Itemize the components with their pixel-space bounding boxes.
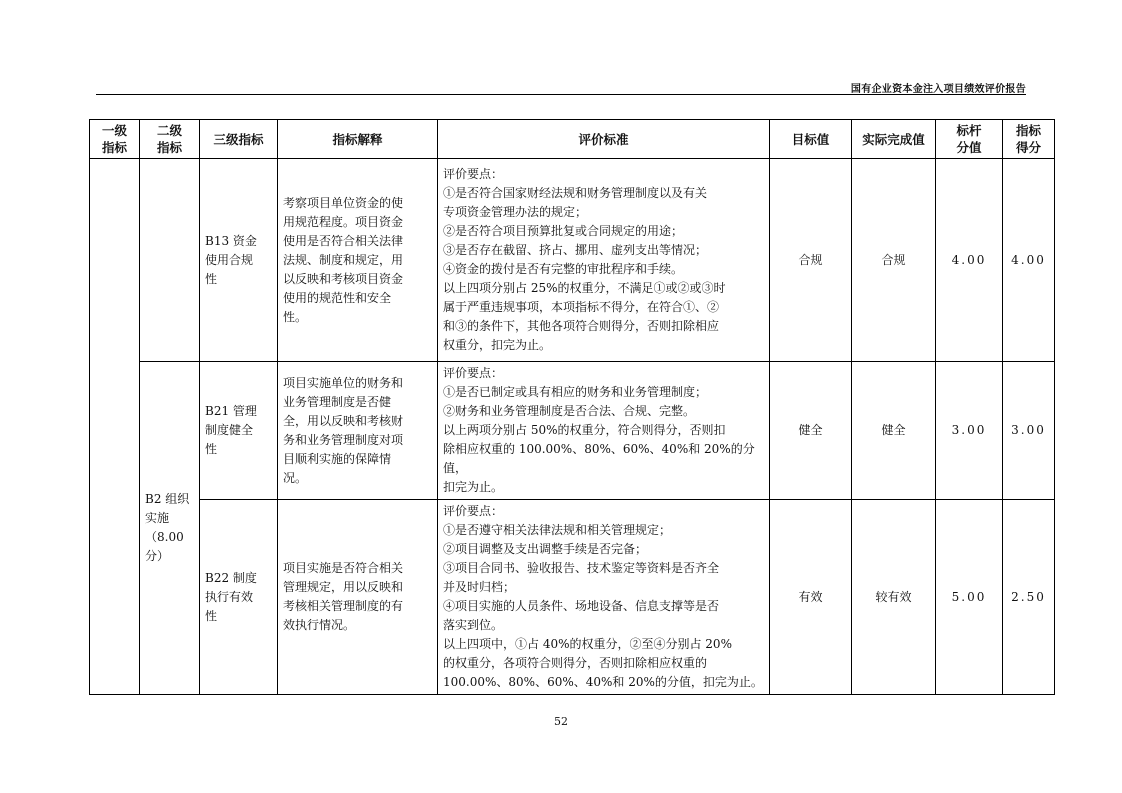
criteria-line: 评价要点： [443, 504, 504, 518]
col-header-target: 目标值 [770, 120, 852, 159]
criteria-line: ①是否符合国家财经法规和财务管理制度以及有关 [443, 186, 708, 200]
cell-text-line: 使用的规范性和安全 [283, 290, 392, 305]
criteria-cell [438, 362, 770, 500]
page-number: 52 [554, 715, 568, 728]
table-header-row [90, 120, 1055, 159]
level2-cell-b2 [140, 362, 200, 695]
cell-text-line: 况。 [283, 470, 308, 485]
actual-value-cell: 较有效 [852, 500, 936, 695]
target-value-cell: 合规 [770, 159, 852, 362]
cell-text-line: 业务管理制度是否健 [283, 394, 392, 409]
cell-text-line: 考核相关管理制度的有 [283, 599, 404, 613]
cell-text-line: B22 制度 [205, 570, 257, 585]
criteria-line: ④项目实施的人员条件、场地设备、信息支撑等是否 [443, 599, 720, 613]
criteria-line: 除相应权重的 100.00%、80%、60%、40%和 20%的分值， [443, 442, 755, 475]
cell-text-line: B21 管理 [205, 404, 257, 418]
cell-text-line: 分） [145, 549, 170, 563]
cell-text-line: B13 资金 [205, 233, 257, 248]
cell-text-line: 分值 [956, 140, 982, 155]
explanation-cell [278, 500, 438, 695]
col-header-explanation: 指标解释 [278, 120, 438, 159]
cell-text-line: 项目实施单位的财务和 [283, 375, 404, 390]
cell-text-line: 务和业务管理制度对项 [283, 432, 404, 447]
cell-text-line: 法规、制度和规定，用 [283, 252, 404, 267]
criteria-line: 以上四项中，①占 40%的权重分，②至④分别占 20% [443, 637, 732, 651]
table-row [90, 159, 1055, 362]
cell-text-line: 效执行情况。 [283, 618, 356, 632]
cell-text-line: 考察项目单位资金的使 [283, 195, 404, 210]
criteria-line: ②是否符合项目预算批复或合同规定的用途； [443, 224, 684, 238]
cell-text-line: 制度健全 [205, 423, 254, 437]
actual-value-cell: 健全 [852, 362, 936, 500]
evaluation-table [89, 119, 1055, 695]
cell-text-line: 二级 [156, 123, 182, 138]
criteria-cell [438, 159, 770, 362]
earned-score-cell: 2.50 [1003, 500, 1055, 695]
earned-score-cell: 4.00 [1003, 159, 1055, 362]
criteria-line: ①是否遵守相关法律法规和相关管理规定； [443, 523, 672, 537]
level2-cell-empty [140, 159, 200, 362]
cell-text-line: 目顺利实施的保障情 [283, 451, 392, 466]
cell-text-line: 一级 [101, 123, 127, 138]
criteria-line: ③是否存在截留、挤占、挪用、虚列支出等情况； [443, 243, 708, 257]
cell-text-line: 使用合规 [205, 252, 254, 267]
criteria-line: ②项目调整及支出调整手续是否完备； [443, 542, 648, 556]
col-header-actual: 实际完成值 [852, 120, 936, 159]
cell-text-line: 性 [205, 442, 218, 456]
col-header-level1 [90, 120, 140, 159]
criteria-line: 专项资金管理办法的规定； [443, 205, 588, 219]
criteria-line: 并及时归档； [443, 580, 516, 594]
criteria-line: ④资金的拨付是否有完整的审批程序和手续。 [443, 262, 684, 276]
criteria-line: 和③的条件下，其他各项符合则得分，否则扣除相应 [443, 319, 720, 333]
criteria-line: 落实到位。 [443, 618, 504, 632]
table-row [90, 362, 1055, 500]
actual-value-cell: 合规 [852, 159, 936, 362]
criteria-line: 评价要点： [443, 167, 504, 181]
table-row [90, 500, 1055, 695]
cell-text-line: 指标 [1015, 123, 1041, 138]
col-header-level3: 三级指标 [200, 120, 278, 159]
cell-text-line: 执行有效 [205, 589, 254, 604]
cell-text-line: 使用是否符合相关法律 [283, 233, 404, 248]
benchmark-score-cell: 4.00 [936, 159, 1003, 362]
cell-text-line: 用规范程度。项目资金 [283, 214, 404, 229]
cell-text-line: 性 [205, 608, 218, 623]
criteria-line: ②财务和业务管理制度是否合法、合规、完整。 [443, 404, 696, 418]
cell-text-line: 项目实施是否符合相关 [283, 561, 404, 575]
cell-text-line: 实施 [145, 511, 170, 525]
col-header-criteria: 评价标准 [438, 120, 770, 159]
level3-cell [200, 362, 278, 500]
level1-cell [90, 159, 140, 695]
criteria-line: 权重分，扣完为止。 [443, 338, 552, 352]
target-value-cell: 健全 [770, 362, 852, 500]
col-header-score [1003, 120, 1055, 159]
cell-text-line: 性 [205, 271, 218, 286]
cell-text-line: 标杆 [956, 123, 982, 138]
explanation-cell [278, 159, 438, 362]
criteria-line: ③项目合同书、验收报告、技术鉴定等资料是否齐全 [443, 561, 720, 575]
level3-cell [200, 159, 278, 362]
criteria-line: 评价要点： [443, 366, 504, 380]
cell-text-line: 全，用以反映和考核财 [283, 413, 404, 428]
report-header-title: 国有企业资本金注入项目绩效评价报告 [850, 84, 1026, 95]
benchmark-score-cell: 5.00 [936, 500, 1003, 695]
benchmark-score-cell: 3.00 [936, 362, 1003, 500]
explanation-cell [278, 362, 438, 500]
criteria-line: 属于严重违规事项，本项指标不得分，在符合①、② [443, 300, 720, 314]
earned-score-cell: 3.00 [1003, 362, 1055, 500]
criteria-line: 扣完为止。 [443, 480, 504, 494]
cell-text-line: 管理规定，用以反映和 [283, 580, 404, 594]
criteria-line: 以上两项分别占 50%的权重分，符合则得分，否则扣 [443, 423, 726, 437]
col-header-level2 [140, 120, 200, 159]
level3-cell [200, 500, 278, 695]
cell-text-line: 指标 [156, 140, 182, 155]
target-value-cell: 有效 [770, 500, 852, 695]
cell-text-line: 性。 [283, 309, 308, 324]
cell-text-line: B2 组织 [145, 492, 190, 506]
cell-text-line: 得分 [1015, 140, 1041, 155]
criteria-line: ①是否已制定或具有相应的财务和业务管理制度； [443, 385, 708, 399]
cell-text-line: 以反映和考核项目资金 [283, 271, 404, 286]
cell-text-line: （8.00 [145, 530, 184, 544]
header-divider [96, 94, 1026, 95]
criteria-cell [438, 500, 770, 695]
col-header-benchmark [936, 120, 1003, 159]
criteria-line: 的权重分，各项符合则得分，否则扣除相应权重的 [443, 656, 708, 670]
criteria-line: 100.00%、80%、60%、40%和 20%的分值，扣完为止。 [443, 675, 763, 689]
criteria-line: 以上四项分别占 25%的权重分，不满足①或②或③时 [443, 281, 726, 295]
cell-text-line: 指标 [101, 140, 127, 155]
